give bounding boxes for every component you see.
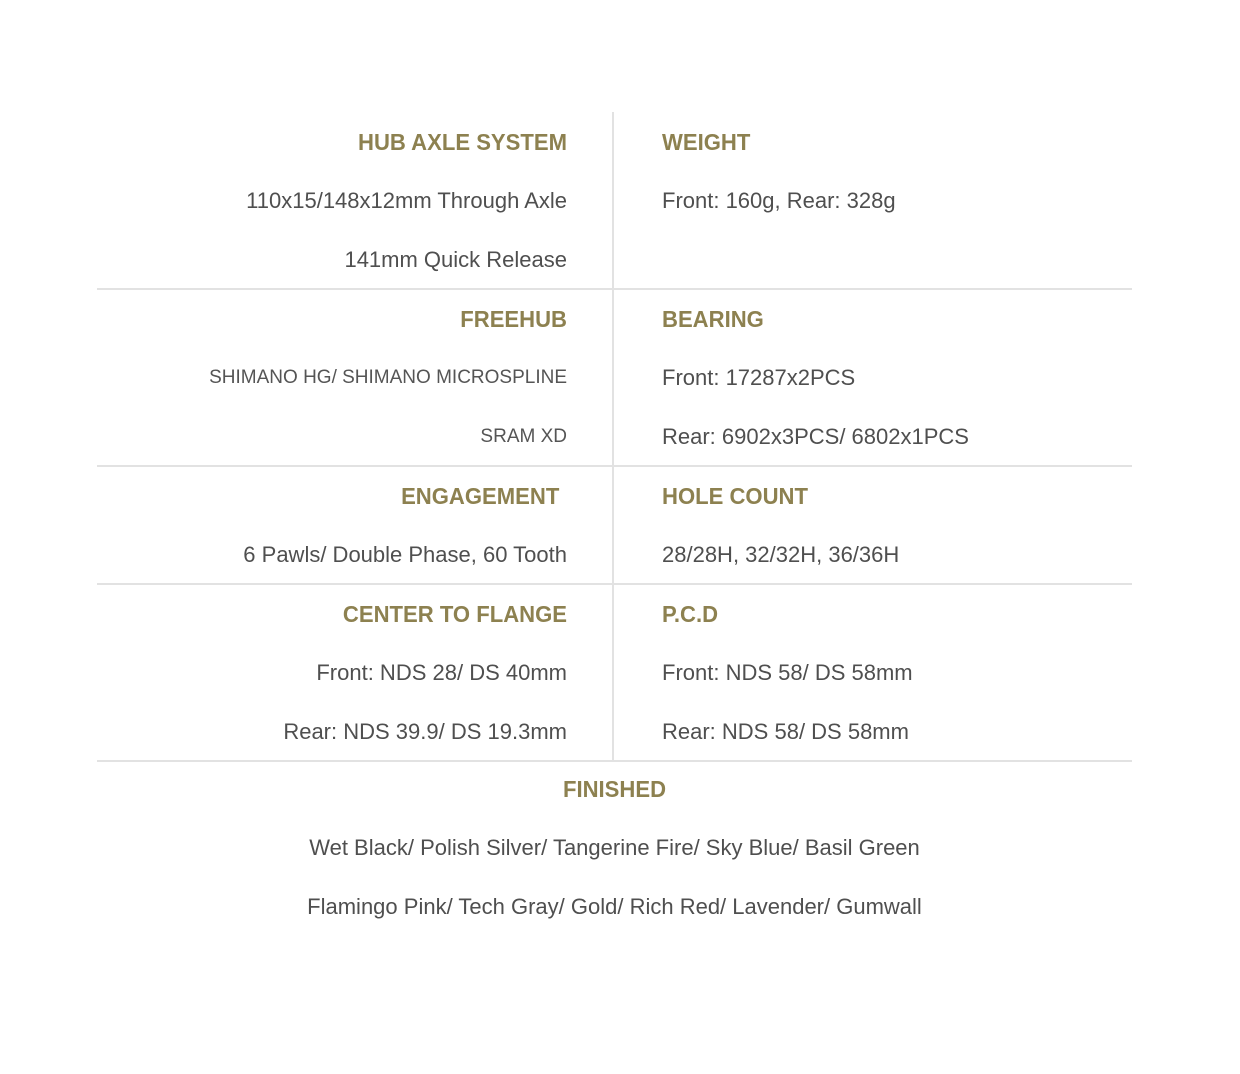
spec-cell-hole-count <box>614 467 1132 583</box>
spec-value: Flamingo Pink/ Tech Gray/ Gold/ Rich Red/ Lavender/ Gumwall <box>307 894 922 919</box>
spec-value: Rear: NDS 58/ DS 58mm <box>662 719 909 744</box>
spec-row-flange-pcd <box>97 585 1132 762</box>
spec-cell-pcd <box>614 585 1132 760</box>
spec-value: Front: 160g, Rear: 328g <box>662 188 896 213</box>
spec-heading: WEIGHT <box>662 129 751 155</box>
spec-value: 28/28H, 32/32H, 36/36H <box>662 542 900 567</box>
spec-value: SRAM XD <box>480 426 567 447</box>
spec-value: Wet Black/ Polish Silver/ Tangerine Fire/ Sky Blue/ Basil Green <box>309 835 920 860</box>
spec-heading: ENGAGEMENT <box>401 483 560 509</box>
spec-cell-weight <box>614 112 1132 288</box>
spec-value: SHIMANO HG/ SHIMANO MICROSPLINE <box>209 367 567 388</box>
spec-cell-hub-axle <box>97 112 614 288</box>
spec-value: 6 Pawls/ Double Phase, 60 Tooth <box>243 542 567 567</box>
spec-value: 110x15/148x12mm Through Axle <box>246 188 567 213</box>
spec-value: Rear: 6902x3PCS/ 6802x1PCS <box>662 424 969 449</box>
spec-cell-freehub <box>97 290 614 465</box>
spec-heading: FINISHED <box>562 776 667 802</box>
spec-value: Front: NDS 28/ DS 40mm <box>316 660 567 685</box>
spec-heading: BEARING <box>662 306 764 332</box>
spec-row-engagement-holes <box>97 467 1132 585</box>
spec-table <box>97 112 1132 762</box>
spec-heading: CENTER TO FLANGE <box>342 601 567 627</box>
spec-cell-center-to-flange <box>97 585 614 760</box>
spec-value: Rear: NDS 39.9/ DS 19.3mm <box>283 719 567 744</box>
spec-row-hub-weight <box>97 112 1132 290</box>
spec-heading: FREEHUB <box>460 306 567 332</box>
spec-value: Front: NDS 58/ DS 58mm <box>662 660 913 685</box>
spec-cell-engagement <box>97 467 614 583</box>
spec-heading: P.C.D <box>662 601 719 627</box>
spec-heading: HOLE COUNT <box>662 483 808 509</box>
spec-value: Front: 17287x2PCS <box>662 365 856 390</box>
spec-heading: HUB AXLE SYSTEM <box>358 129 567 155</box>
spec-row-freehub-bearing <box>97 290 1132 467</box>
spec-value: 141mm Quick Release <box>344 247 567 272</box>
spec-section-finished <box>97 760 1132 936</box>
spec-cell-bearing <box>614 290 1132 465</box>
